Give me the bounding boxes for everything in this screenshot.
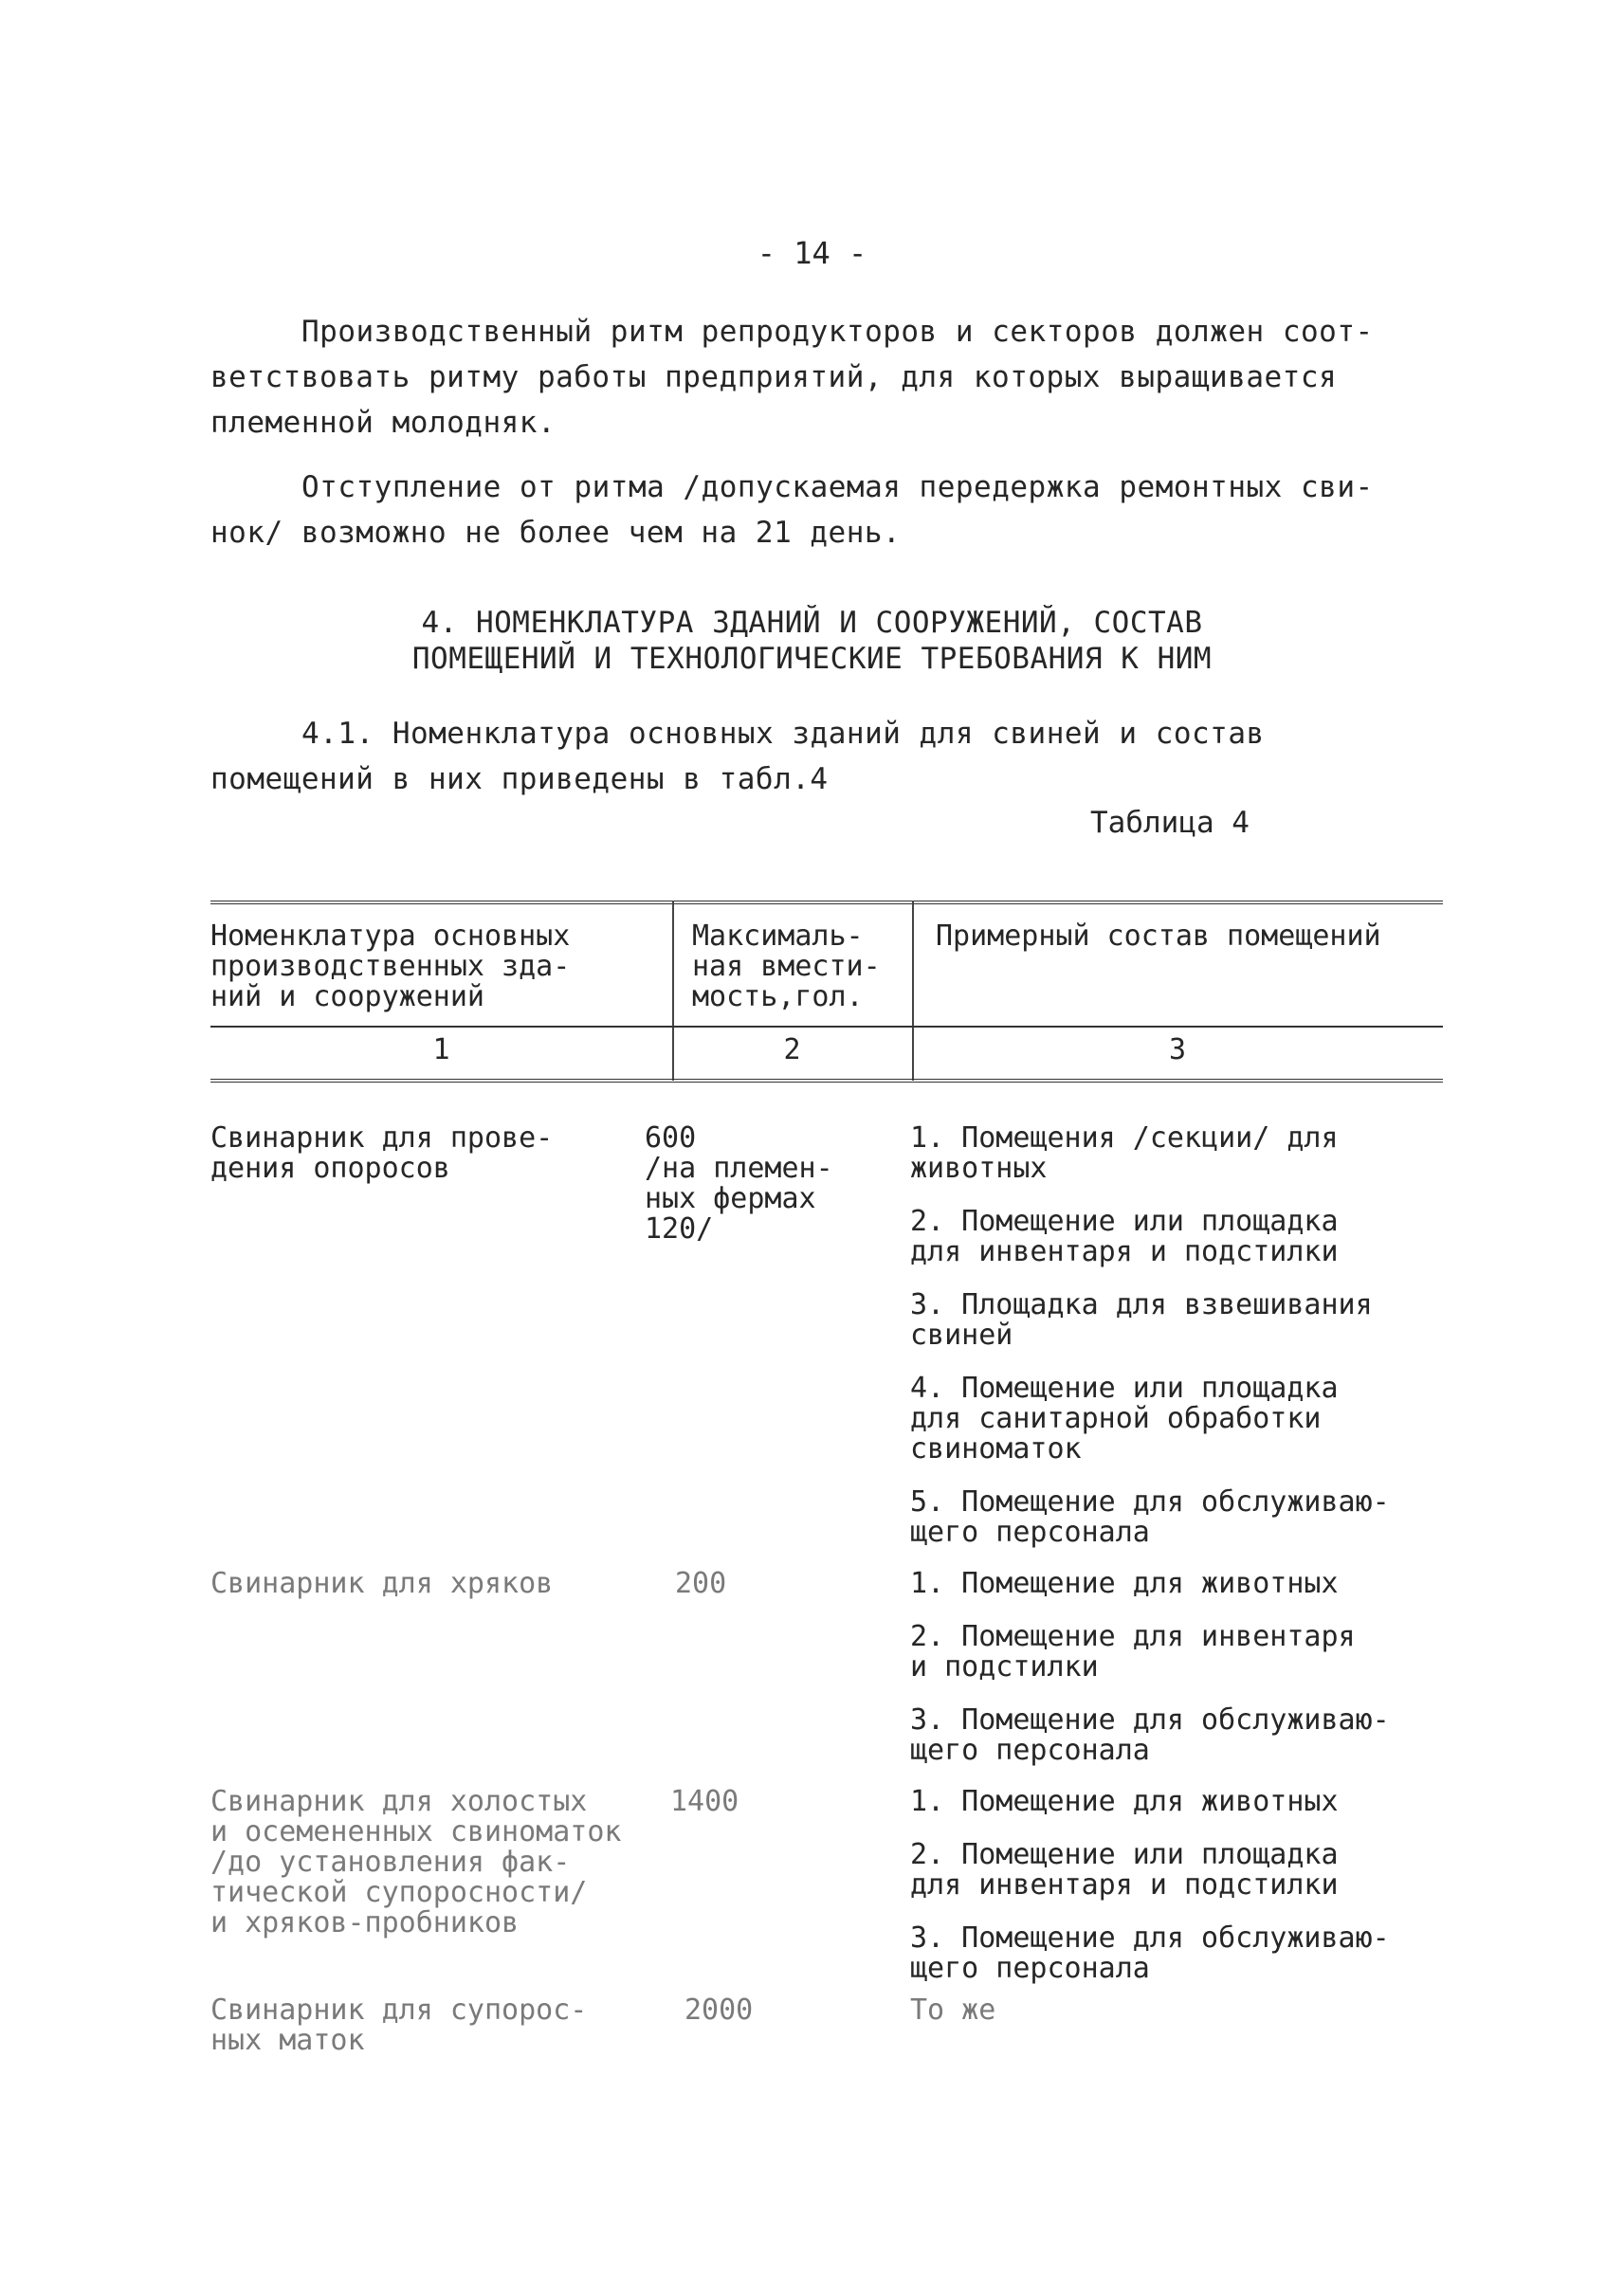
list-item: 3. Площадка для взвешивания свиней: [910, 1288, 1373, 1352]
paragraph-line: ветствовать ритму работы предприятий, для которых выращивается: [210, 360, 1338, 394]
list-item: 1. Помещения /секции/ для животных: [910, 1121, 1339, 1185]
paragraph-line: нок/ возможно не более чем на 21 день.: [210, 516, 902, 550]
header-capacity: Максималь- ная вмести- мость,гол.: [692, 919, 881, 1013]
list-item: 3. Помещение для обслуживаю- щего персонала: [910, 1703, 1390, 1767]
page-number: - 14 -: [757, 235, 867, 271]
header-nomenclature: Номенклатура основных производственных зда- ний и сооружений: [210, 919, 571, 1013]
rooms-list: [910, 1995, 1441, 2048]
list-item: 4. Помещение или площадка для санитарной обработки свиноматок: [910, 1372, 1339, 1466]
header-rooms: Примерный состав помещений: [936, 919, 1381, 953]
paragraph-rhythm: [210, 309, 1443, 446]
building-name: Свинарник для прове- дения опоросов: [210, 1121, 554, 1185]
building-name: Свинарник для хряков: [210, 1567, 554, 1600]
building-name: Свинарник для холостых и осемененных свиноматок /до установления фак- тической супоросности/ и хряков-пробников: [210, 1785, 622, 1939]
list-item: 2. Помещение или площадка для инвентаря и подстилки: [910, 1205, 1339, 1268]
section-heading-line: ПОМЕЩЕНИЙ И ТЕХНОЛОГИЧЕСКИЕ ТРЕБОВАНИЯ К НИМ: [411, 642, 1213, 676]
section-heading-line: 4. НОМЕНКЛАТУРА ЗДАНИЙ И СООРУЖЕНИЙ, СОСТАВ: [421, 606, 1203, 640]
numbering-rule: [210, 1079, 1443, 1083]
paragraph-line: Отступление от ритма /допускаемая передержка ремонтных сви-: [301, 470, 1374, 504]
paragraph-line: Производственный ритм репродукторов и секторов должен соот-: [301, 315, 1374, 349]
table-caption: Таблица 4: [1090, 806, 1250, 840]
column-number: 3: [1168, 1033, 1187, 1066]
rooms-list: [910, 1123, 1441, 1571]
list-item: 2. Помещение или площадка для инвентаря и подстилки: [910, 1838, 1339, 1902]
paragraph-line: племенной молодняк.: [210, 406, 557, 440]
rooms-list: [910, 1787, 1441, 2007]
column-number: 1: [432, 1033, 450, 1066]
capacity-value: 600 /на племен- ных фермах 120/: [645, 1121, 833, 1246]
paragraph-deviation: [210, 464, 1443, 555]
list-item: То же: [910, 1994, 996, 2027]
column-number: 2: [783, 1033, 801, 1066]
rooms-list: [910, 1569, 1441, 1789]
paragraph-line: помещений в них приведены в табл.4: [210, 762, 829, 796]
list-item: 1. Помещение для животных: [910, 1785, 1339, 1818]
capacity-value: 200: [675, 1567, 727, 1600]
list-item: 5. Помещение для обслуживаю- щего персонала: [910, 1485, 1390, 1549]
list-item: 2. Помещение для инвентаря и подстилки: [910, 1620, 1356, 1684]
capacity-value: 1400: [670, 1785, 739, 1818]
table-top-rule: [210, 901, 1443, 904]
list-item: 1. Помещение для животных: [910, 1567, 1339, 1600]
paragraph-nomenclature: [210, 711, 1443, 802]
header-rule: [210, 1026, 1443, 1028]
section-heading: [0, 605, 1624, 677]
paragraph-line: 4.1. Номенклатура основных зданий для свиней и состав: [301, 717, 1265, 751]
list-item: 3. Помещение для обслуживаю- щего персонала: [910, 1921, 1390, 1985]
building-name: Свинарник для супорос- ных маток: [210, 1994, 588, 2057]
capacity-value: 2000: [684, 1994, 754, 2027]
